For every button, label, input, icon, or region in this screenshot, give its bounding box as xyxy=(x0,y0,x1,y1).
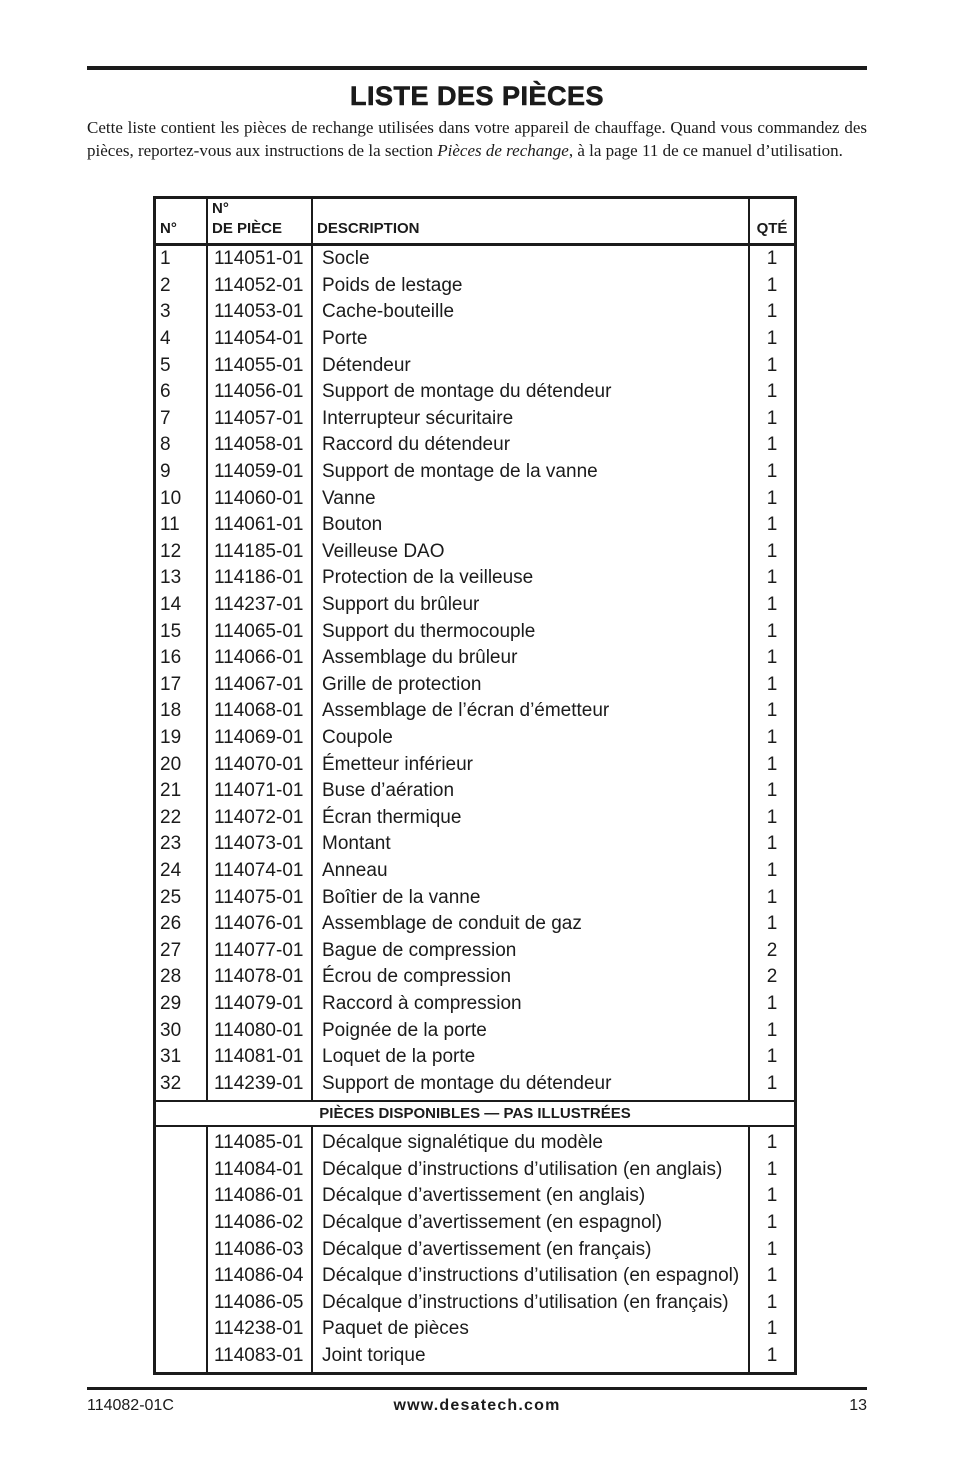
item-number: 30 xyxy=(156,1017,208,1044)
part-description: Support de montage du détendeur xyxy=(313,1070,750,1097)
table-row xyxy=(156,1157,794,1184)
table-row xyxy=(156,459,794,486)
quantity: 1 xyxy=(766,487,778,509)
footer-page-number: 13 xyxy=(849,1397,867,1414)
table-row xyxy=(156,618,794,645)
table-row xyxy=(156,512,794,539)
item-number xyxy=(156,1157,208,1184)
part-number: 114086-02 xyxy=(208,1210,313,1237)
part-number: 114086-01 xyxy=(208,1183,313,1210)
item-number: 2 xyxy=(156,273,208,300)
table-row xyxy=(156,1183,794,1210)
table-row xyxy=(156,406,794,433)
item-number: 14 xyxy=(156,592,208,619)
part-description: Bouton xyxy=(313,512,750,539)
section-header-row xyxy=(156,1100,794,1127)
part-description: Paquet de pièces xyxy=(313,1316,750,1343)
quantity: 1 xyxy=(766,274,778,296)
header-part-number-line2: DE PIÈCE xyxy=(212,220,283,237)
item-number: 32 xyxy=(156,1070,208,1097)
table-row xyxy=(156,672,794,699)
table-row xyxy=(156,937,794,964)
item-number: 31 xyxy=(156,1044,208,1071)
quantity: 1 xyxy=(766,992,778,1014)
part-number: 114072-01 xyxy=(208,804,313,831)
quantity: 1 xyxy=(766,1318,778,1340)
item-number: 18 xyxy=(156,698,208,725)
part-description: Assemblage du brûleur xyxy=(313,645,750,672)
part-description: Poids de lestage xyxy=(313,273,750,300)
item-number: 20 xyxy=(156,751,208,778)
item-number xyxy=(156,1210,208,1237)
part-description: Écrou de compression xyxy=(313,964,750,991)
table-row xyxy=(156,964,794,991)
part-number: 114080-01 xyxy=(208,1017,313,1044)
table-row xyxy=(156,539,794,566)
footer-website: www.desatech.com xyxy=(393,1397,561,1414)
quantity: 1 xyxy=(766,780,778,802)
part-number: 114067-01 xyxy=(208,672,313,699)
quantity: 1 xyxy=(766,886,778,908)
not-illustrated-parts-list xyxy=(156,1127,794,1372)
item-number xyxy=(156,1316,208,1343)
part-description: Décalque signalétique du modèle xyxy=(313,1130,750,1157)
row-spacer xyxy=(156,1369,794,1372)
part-number: 114070-01 xyxy=(208,751,313,778)
table-row xyxy=(156,725,794,752)
table-row xyxy=(156,1316,794,1343)
table-row xyxy=(156,751,794,778)
quantity: 1 xyxy=(766,1072,778,1094)
part-description: Support de montage du détendeur xyxy=(313,379,750,406)
item-number xyxy=(156,1183,208,1210)
header-quantity: QTÉ xyxy=(750,199,794,246)
part-number: 114086-04 xyxy=(208,1263,313,1290)
header-part-number xyxy=(208,199,313,246)
table-row xyxy=(156,1044,794,1071)
page-bottom-rule xyxy=(87,1387,867,1390)
part-description: Décalque d’avertissement (en espagnol) xyxy=(313,1210,750,1237)
part-number: 114055-01 xyxy=(208,352,313,379)
quantity: 1 xyxy=(766,461,778,483)
table-row xyxy=(156,246,794,273)
item-number: 23 xyxy=(156,831,208,858)
quantity: 1 xyxy=(766,381,778,403)
part-description: Boîtier de la vanne xyxy=(313,884,750,911)
table-row xyxy=(156,831,794,858)
quantity: 1 xyxy=(766,1212,778,1234)
table-row xyxy=(156,1017,794,1044)
footer-doc-number: 114082-01C xyxy=(87,1397,174,1414)
part-description: Joint torique xyxy=(313,1343,750,1370)
quantity: 1 xyxy=(766,434,778,456)
part-number: 114054-01 xyxy=(208,326,313,353)
part-description: Buse d’aération xyxy=(313,778,750,805)
table-header-row xyxy=(156,199,794,246)
table-row xyxy=(156,1210,794,1237)
table-row xyxy=(156,485,794,512)
part-description: Coupole xyxy=(313,725,750,752)
table-row xyxy=(156,804,794,831)
item-number: 3 xyxy=(156,299,208,326)
part-description: Raccord du détendeur xyxy=(313,432,750,459)
item-number: 29 xyxy=(156,991,208,1018)
table-row xyxy=(156,299,794,326)
part-number: 114239-01 xyxy=(208,1070,313,1097)
quantity: 1 xyxy=(766,673,778,695)
part-number: 114078-01 xyxy=(208,964,313,991)
part-description: Loquet de la porte xyxy=(313,1044,750,1071)
item-number: 27 xyxy=(156,937,208,964)
header-description: DESCRIPTION xyxy=(313,199,750,246)
part-description: Interrupteur sécuritaire xyxy=(313,406,750,433)
quantity: 1 xyxy=(766,753,778,775)
part-number: 114085-01 xyxy=(208,1130,313,1157)
item-number: 11 xyxy=(156,512,208,539)
part-number: 114058-01 xyxy=(208,432,313,459)
item-number: 6 xyxy=(156,379,208,406)
table-row xyxy=(156,858,794,885)
quantity: 1 xyxy=(766,301,778,323)
quantity: 1 xyxy=(766,1185,778,1207)
part-description: Détendeur xyxy=(313,352,750,379)
part-description: Vanne xyxy=(313,485,750,512)
table-row xyxy=(156,1070,794,1097)
page-title: LISTE DES PIÈCES xyxy=(349,81,605,111)
quantity: 1 xyxy=(766,647,778,669)
part-number: 114086-05 xyxy=(208,1290,313,1317)
part-number: 114061-01 xyxy=(208,512,313,539)
item-number: 15 xyxy=(156,618,208,645)
item-number: 4 xyxy=(156,326,208,353)
part-number: 114060-01 xyxy=(208,485,313,512)
item-number: 7 xyxy=(156,406,208,433)
part-description: Décalque d’instructions d’utilisation (en français) xyxy=(313,1290,750,1317)
item-number: 13 xyxy=(156,565,208,592)
item-number xyxy=(156,1263,208,1290)
part-description: Porte xyxy=(313,326,750,353)
part-description: Décalque d’avertissement (en anglais) xyxy=(313,1183,750,1210)
part-number: 114086-03 xyxy=(208,1236,313,1263)
intro-text-end: , à la page 11 de ce manuel d’utilisation. xyxy=(568,141,843,160)
item-number: 10 xyxy=(156,485,208,512)
part-description: Veilleuse DAO xyxy=(313,539,750,566)
quantity: 1 xyxy=(766,1238,778,1260)
part-number: 114237-01 xyxy=(208,592,313,619)
item-number: 19 xyxy=(156,725,208,752)
quantity: 1 xyxy=(766,1291,778,1313)
part-number: 114084-01 xyxy=(208,1157,313,1184)
item-number xyxy=(156,1236,208,1263)
item-number: 12 xyxy=(156,539,208,566)
quantity: 1 xyxy=(766,248,778,270)
table-row xyxy=(156,1263,794,1290)
quantity: 1 xyxy=(766,1158,778,1180)
part-number: 114051-01 xyxy=(208,246,313,273)
table-row xyxy=(156,1236,794,1263)
part-number: 114079-01 xyxy=(208,991,313,1018)
item-number: 26 xyxy=(156,911,208,938)
item-number: 28 xyxy=(156,964,208,991)
part-description: Socle xyxy=(313,246,750,273)
quantity: 1 xyxy=(766,594,778,616)
quantity: 1 xyxy=(766,700,778,722)
part-number: 114059-01 xyxy=(208,459,313,486)
table-row xyxy=(156,991,794,1018)
part-number: 114074-01 xyxy=(208,858,313,885)
part-description: Cache-bouteille xyxy=(313,299,750,326)
item-number: 16 xyxy=(156,645,208,672)
table-row xyxy=(156,884,794,911)
item-number: 9 xyxy=(156,459,208,486)
part-number: 114068-01 xyxy=(208,698,313,725)
quantity: 1 xyxy=(766,1019,778,1041)
item-number: 8 xyxy=(156,432,208,459)
header-item-number: N° xyxy=(156,199,208,246)
section-header-not-illustrated: PIÈCES DISPONIBLES — PAS ILLUSTRÉES xyxy=(156,1100,794,1127)
part-description: Support du thermocouple xyxy=(313,618,750,645)
quantity: 1 xyxy=(766,806,778,828)
item-number: 1 xyxy=(156,246,208,273)
quantity: 1 xyxy=(766,328,778,350)
part-description: Poignée de la porte xyxy=(313,1017,750,1044)
parts-table xyxy=(153,196,797,1375)
part-description: Protection de la veilleuse xyxy=(313,565,750,592)
quantity: 2 xyxy=(766,966,778,988)
table-row xyxy=(156,1343,794,1370)
part-number: 114053-01 xyxy=(208,299,313,326)
item-number xyxy=(156,1130,208,1157)
table-row xyxy=(156,273,794,300)
item-number: 25 xyxy=(156,884,208,911)
part-description: Décalque d’instructions d’utilisation (en anglais) xyxy=(313,1157,750,1184)
section-divider xyxy=(156,1100,794,1127)
table-row xyxy=(156,778,794,805)
item-number: 5 xyxy=(156,352,208,379)
part-number: 114083-01 xyxy=(208,1343,313,1370)
part-number: 114071-01 xyxy=(208,778,313,805)
quantity: 1 xyxy=(766,1345,778,1367)
quantity: 1 xyxy=(766,540,778,562)
table-row xyxy=(156,352,794,379)
table-row xyxy=(156,911,794,938)
item-number: 24 xyxy=(156,858,208,885)
part-description: Montant xyxy=(313,831,750,858)
table-row xyxy=(156,645,794,672)
part-description: Support du brûleur xyxy=(313,592,750,619)
quantity: 1 xyxy=(766,354,778,376)
part-description: Support de montage de la vanne xyxy=(313,459,750,486)
intro-section-reference: Pièces de rechange xyxy=(437,141,569,160)
illustrated-parts-list xyxy=(156,246,794,1100)
quantity: 1 xyxy=(766,859,778,881)
table-row xyxy=(156,326,794,353)
page-top-rule xyxy=(87,66,867,70)
part-description: Anneau xyxy=(313,858,750,885)
part-description: Assemblage de l’écran d’émetteur xyxy=(313,698,750,725)
part-description: Émetteur inférieur xyxy=(313,751,750,778)
part-number: 114186-01 xyxy=(208,565,313,592)
quantity: 1 xyxy=(766,1265,778,1287)
part-description: Écran thermique xyxy=(313,804,750,831)
item-number xyxy=(156,1290,208,1317)
part-description: Décalque d’avertissement (en français) xyxy=(313,1236,750,1263)
quantity: 1 xyxy=(766,913,778,935)
part-number: 114069-01 xyxy=(208,725,313,752)
table-row xyxy=(156,1290,794,1317)
part-number: 114056-01 xyxy=(208,379,313,406)
quantity: 1 xyxy=(766,514,778,536)
part-description: Assemblage de conduit de gaz xyxy=(313,911,750,938)
part-number: 114066-01 xyxy=(208,645,313,672)
intro-paragraph xyxy=(87,116,867,162)
intro-text: Cette liste contient les pièces de rechange utilisées dans votre appareil de chauffage. Quand vous commandez des pièces, reportez-vous aux instructions de la section xyxy=(87,118,867,160)
part-description: Bague de compression xyxy=(313,937,750,964)
quantity: 1 xyxy=(766,1132,778,1154)
item-number xyxy=(156,1343,208,1370)
quantity: 1 xyxy=(766,407,778,429)
part-number: 114073-01 xyxy=(208,831,313,858)
item-number: 21 xyxy=(156,778,208,805)
table-row xyxy=(156,1130,794,1157)
header-part-number-line1: N° xyxy=(212,200,229,217)
part-number: 114057-01 xyxy=(208,406,313,433)
table-row xyxy=(156,698,794,725)
quantity: 1 xyxy=(766,567,778,589)
quantity: 2 xyxy=(766,939,778,961)
part-number: 114185-01 xyxy=(208,539,313,566)
part-number: 114065-01 xyxy=(208,618,313,645)
part-number: 114052-01 xyxy=(208,273,313,300)
part-number: 114075-01 xyxy=(208,884,313,911)
quantity: 1 xyxy=(766,726,778,748)
part-number: 114077-01 xyxy=(208,937,313,964)
part-description: Grille de protection xyxy=(313,672,750,699)
part-description: Décalque d’instructions d’utilisation (en espagnol) xyxy=(313,1263,750,1290)
item-number: 22 xyxy=(156,804,208,831)
part-number: 114076-01 xyxy=(208,911,313,938)
quantity: 1 xyxy=(766,833,778,855)
table-row xyxy=(156,379,794,406)
part-number: 114081-01 xyxy=(208,1044,313,1071)
quantity: 1 xyxy=(766,1046,778,1068)
part-description: Raccord à compression xyxy=(313,991,750,1018)
table-row xyxy=(156,432,794,459)
table-row xyxy=(156,565,794,592)
item-number: 17 xyxy=(156,672,208,699)
part-number: 114238-01 xyxy=(208,1316,313,1343)
table-row xyxy=(156,592,794,619)
quantity: 1 xyxy=(766,620,778,642)
